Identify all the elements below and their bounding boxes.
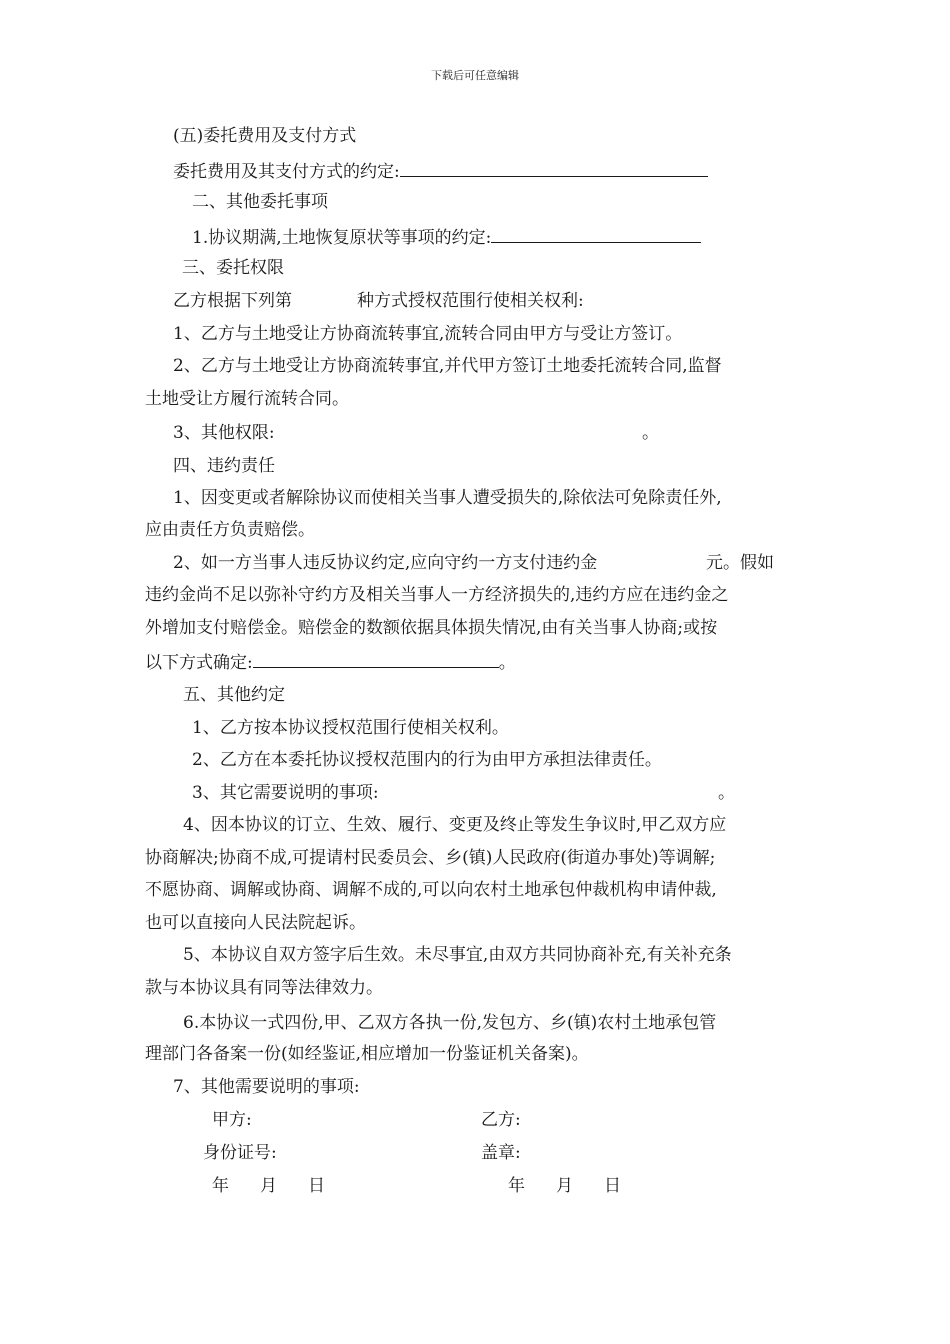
page-header: 下载后可任意编辑 — [431, 69, 519, 82]
liability-item-2-line-2: 违约金尚不足以弥补守约方及相关当事人一方经济损失的,违约方应在违约金之 — [145, 585, 729, 605]
fee-agreement-label: 委托费用及其支付方式的约定: — [173, 162, 400, 182]
other-item-6-line-2: 理部门各备案一份(如经鉴证,相应增加一份鉴证机关备案)。 — [145, 1044, 589, 1064]
other-item-7: 7、其他需要说明的事项: — [173, 1077, 360, 1097]
expiry-agreement-line — [192, 225, 701, 249]
compensation-method-blank[interactable] — [253, 650, 499, 668]
other-item-6-line-1: 6.本协议一式四份,甲、乙双方各执一份,发包方、乡(镇)农村土地承包管 — [183, 1013, 717, 1033]
section-four-title: 四、违约责任 — [173, 456, 275, 476]
fee-agreement-line — [173, 159, 708, 183]
section-five-title: 五、其他约定 — [183, 685, 285, 705]
authorization-item-2-line-2: 土地受让方履行流转合同。 — [145, 389, 349, 409]
other-item-4-line-4: 也可以直接向人民法院起诉。 — [145, 913, 366, 933]
authorization-item-3: 3、其他权限: — [173, 423, 275, 443]
fee-agreement-blank[interactable] — [400, 159, 708, 177]
expiry-agreement-blank[interactable] — [491, 225, 701, 243]
compensation-method-line — [145, 650, 516, 674]
party-b-month: 月 — [556, 1176, 573, 1196]
other-item-3-period: 。 — [718, 783, 735, 803]
liability-item-1-line-1: 1、因变更或者解除协议而使相关当事人遭受损失的,除依法可免除责任外, — [173, 488, 722, 508]
liability-item-1-line-2: 应由责任方负责赔偿。 — [145, 520, 315, 540]
authorization-intro-a: 乙方根据下列第 — [173, 291, 292, 311]
authorization-item-1: 1、乙方与土地受让方协商流转事宜,流转合同由甲方与受让方签订。 — [173, 324, 683, 344]
liability-item-2-line-1b: 元。假如 — [706, 553, 774, 573]
party-a-year: 年 — [212, 1176, 229, 1196]
compensation-method-period: 。 — [498, 653, 516, 673]
other-item-1: 1、乙方按本协议授权范围行使相关权利。 — [192, 718, 509, 738]
other-item-3: 3、其它需要说明的事项: — [192, 783, 379, 803]
party-b-year: 年 — [508, 1176, 525, 1196]
authorization-item-3-period: 。 — [642, 423, 659, 443]
party-a-day: 日 — [308, 1176, 325, 1196]
section-two-title: 二、其他委托事项 — [192, 192, 328, 212]
section-5-title: (五)委托费用及支付方式 — [173, 126, 357, 146]
seal-label: 盖章: — [481, 1143, 521, 1163]
authorization-intro-b: 种方式授权范围行使相关权利: — [357, 291, 584, 311]
other-item-4-line-2: 协商解决;协商不成,可提请村民委员会、乡(镇)人民政府(街道办事处)等调解; — [145, 848, 716, 868]
authorization-item-2-line-1: 2、乙方与土地受让方协商流转事宜,并代甲方签订土地委托流转合同,监督 — [173, 356, 722, 376]
party-b-day: 日 — [604, 1176, 621, 1196]
party-a-label: 甲方: — [212, 1110, 252, 1130]
section-three-title: 三、委托权限 — [182, 258, 284, 278]
other-item-2: 2、乙方在本委托协议授权范围内的行为由甲方承担法律责任。 — [192, 750, 662, 770]
expiry-agreement-label: 1.协议期满,土地恢复原状等事项的约定: — [192, 228, 492, 248]
other-item-5-line-1: 5、本协议自双方签字后生效。未尽事宜,由双方共同协商补充,有关补充条 — [183, 945, 732, 965]
party-b-label: 乙方: — [481, 1110, 521, 1130]
liability-item-2-line-1a: 2、如一方当事人违反协议约定,应向守约一方支付违约金 — [173, 553, 598, 573]
other-item-4-line-1: 4、因本协议的订立、生效、履行、变更及终止等发生争议时,甲乙双方应 — [183, 815, 727, 835]
id-number-label: 身份证号: — [203, 1143, 277, 1163]
other-item-4-line-3: 不愿协商、调解或协商、调解不成的,可以向农村土地承包仲裁机构申请仲裁, — [145, 880, 717, 900]
other-item-5-line-2: 款与本协议具有同等法律效力。 — [145, 978, 383, 998]
liability-item-2-line-3: 外增加支付赔偿金。赔偿金的数额依据具体损失情况,由有关当事人协商;或按 — [145, 618, 718, 638]
compensation-method-label: 以下方式确定: — [145, 653, 253, 673]
party-a-month: 月 — [260, 1176, 277, 1196]
